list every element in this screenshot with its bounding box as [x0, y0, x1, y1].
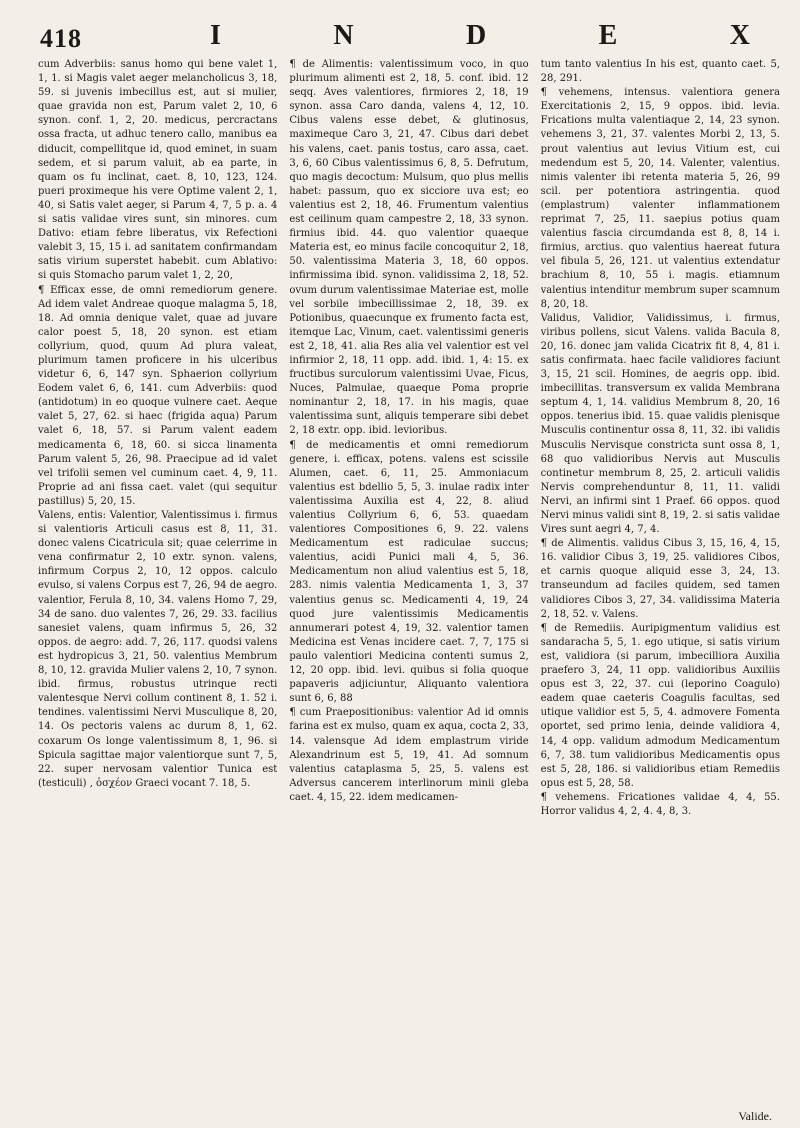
running-head: [210, 20, 750, 52]
page-header: [30, 18, 770, 54]
index-column-right: [541, 58, 780, 1114]
index-column-left: [38, 58, 277, 1114]
index-entry: Validus, Validior, Validissimus, i. firmus, viribus pollens, sicut Valens. valida Bacula 8, 20, 16. donec jam valida Cicatrix fit 8, 4, 81 i. satis confirmata. haec facile validiores faciunt 3, 15, 21 scil. Homines, de aegris opp. ibid. imbecillitas. transversum ex valida Membrana septum 4, 1, 14. validius Membrum 8, 20, 16 oppos. tenerius ibid. 15. quae validis plenisque Musculis continentur ossa 8, 11, 32. ibi validis Musculis Nervisque constricta sunt ossa 8, 1, 68 quo validioribus Nervis aut Musculis continetur membrum 8, 25, 2. articuli validis Nervis comprehenduntur 8, 11, 11. validi Nervi, an infirmi sint 1 Praef. 66 oppos. quod Nervi minus validi sint 8, 19, 2. si satis validae Vires sunt aegri 4, 7, 4.: [540, 312, 780, 536]
running-head-letter: I: [210, 20, 221, 51]
index-entry: ¶ de Alimentis: valentissimum voco, in quo plurimum alimenti est 2, 18, 5. conf. ibid. 12 seqq. Aves valentiores, firmiores 2, 18, 19 synon. assa Caro danda, valens 4, 12, 10. Cibus valens esse debet, & glutinosus, maximeque Caro 3, 21, 47. Cibus dari debet his valens, caet. panis tostus, caro assa, caet. 3, 6, 60 Cibus valentissimus 6, 8, 5. Defrutum, quo magis decoctum: Mulsum, quo plus mellis habet: passum, quo ex sicciore uva est; eo valentius est 2, 18, 46. Frumentum valentius est ceilinum quam campestre 2, 18, 33 synon. firmius ibid. 44. quo valentior quaeque Materia est, eo minus facile concoquitur 2, 18, 50. valentissima Materia 3, 18, 60 oppos. infirmissima ibid. synon. validissima 2, 18, 52. ovum durum valentissimae Materiae est, molle vel sorbile imbecillissimae 2, 18, 39. ex Potionibus, quaecunque ex frumento facta est, itemque Lac, Vinum, caet. valentissimi generis est 2, 18, 41. alia Res alia vel valentior est vel infirmior 2, 18, 11 opp. add. ibid. 1, 4: 15. ex fructibus surculorum valentissimi Uvae, Ficus, Nuces, Palmulae, quaeque Poma proprie nominantur 2, 18, 17. in his magis, quae valentissima sunt, aliquis temperare sibi debet 2, 18 extr. opp. ibid. levioribus.: [289, 59, 529, 437]
index-entry: ¶ cum Praepositionibus: valentior Ad id omnis farina est ex mulso, quam ex aqua, cocta 2, 33, 14. valensque Ad idem emplastrum viride Alexandrinum est 5, 19, 41. Ad somnum valentius cataplasma 5, 25, 5. valens est Adversus cancerem interlinorum minii gleba caet. 4, 15, 22. idem medicamen-: [289, 707, 529, 803]
index-entry: cum Adverbiis: sanus homo qui bene valet 1, 1, 1. si Magis valet aeger melancholicus 3, 18, 59. si juvenis imbecillus est, aut si mulier, quae gravida non est, Parum valet 2, 10, 6 synon. conf. 1, 2, 20. medicus, percractans ossa fracta, ut adhuc tenero callo, manibus ea diducit, compellitque id, quod eminet, in suam sedem, et si parum valuit, ab ea parte, in quam os fu inclinat, caet. 8, 10, 123, 124. pueri proximeque his vere Optime valent 2, 1, 40, si Satis valet aeger, si Parum 4, 7, 5 p. a. 4 si satis validae vires sunt, sin minores. cum Dativo: etiam febre liberatus, vix Refectioni valebit 3, 15, 15 i. ad sanitatem confirmandam satis virium superstet habebit. cum Ablativo: si quis Stomacho parum valet 1, 2, 20,: [38, 59, 278, 282]
running-head-letter: E: [598, 20, 618, 51]
running-head-letter: D: [465, 20, 487, 51]
index-entry: ¶ vehemens. Fricationes validae 4, 4, 55. Horror validus 4, 2, 4. 4, 8, 3.: [540, 791, 780, 817]
index-entry: Valens, entis: Valentior, Valentissimus i. firmus si valentioris Articuli casus est 8, 11, 31. donec valens Cicatricula sit; quae celerrime in vena confirmatur 2, 10 extr. synon. valens, infirmum Corpus 2, 10, 12 oppos. calculo evulso, si valens Corpus est 7, 26, 94 de aegro. valentior, Ferula 8, 10, 34. valens Homo 7, 29, 34 de sano. duo valentes 7, 26, 29. 33. facilius sanesiet valens, quam infirmus 5, 26, 32 oppos. de aegro: add. 7, 26, 117. quodsi valens est hydropicus 3, 21, 50. valentius Membrum 8, 10, 12. gravida Mulier valens 2, 10, 7 synon. ibid. firmus, robustus utrinque recti valentesque Nervi collum continent 8, 1. 52 i. tendines. valentissimi Nervi Musculique 8, 20, 14. Os pectoris valens ac durum 8, 1, 62. coxarum Os longe valentissimum 8, 1, 96. si Spicula sagittae major valentiorque sunt 7, 5, 22. super nervosam valentior Tunica est (testiculi) , ὀσχέον Graeci vocant 7. 18, 5.: [38, 510, 278, 789]
running-head-letter: X: [729, 20, 750, 51]
index-entry: ¶ vehemens, intensus. valentiora genera Exercitationis 2, 15, 9 oppos. ibid. levia. Frications multa valentiaque 2, 14, 23 synon. vehemens 3, 21, 37. valentes Morbi 2, 13, 5. prout valentius aut levius Vitium est, cui medendum est 5, 20, 14. Valenter, valentius. nimis valenter ibi retenta materia 5, 26, 99 scil. per potentiora astringentia. quod (emplastrum) valenter inflammationem reprimat 7, 25, 11. saepius potius quam valentius fascia circumdanda est 8, 8, 14 i. firmius, arctius. quo valentius haereat futura vel fibula 5, 26, 121. ut valentius extendatur brachium 8, 10, 55 i. magis. etiamnum valentius intenditur membrum super scamnum 8, 20, 18.: [540, 87, 780, 310]
page-number: 418: [40, 24, 82, 53]
index-columns: [38, 58, 780, 1114]
index-entry: tum tanto valentius In his est, quanto caet. 5, 28, 291.: [540, 59, 780, 85]
catchword: Valide.: [738, 1109, 772, 1123]
index-column-middle: [289, 58, 528, 1114]
running-head-letter: N: [333, 20, 354, 51]
index-entry: ¶ Efficax esse, de omni remediorum genere. Ad idem valet Andreae quoque malagma 5, 18, 18. Ad omnia denique valet, quae ad juvare calor poest 5, 18, 20 synon. est etiam collyrium, quod, quum Ad plura valeat, plurimum tamen proficere in his ulceribus videtur 6, 6, 147 syn. Sphaerion collyrium Eodem valet 6, 6, 141. cum Adverbiis: quod (antidotum) in eo quoque vulnere caet. Aeque valet 5, 27, 62. si haec (frigida aqua) Parum valet 6, 18, 57. si Parum valent eadem medicamenta 6, 18, 60. si sicca linamenta Parum valent 5, 26, 98. Praecipue ad id valet vel trifolii semen vel cuminum caet. 4, 9, 11. Proprie ad ani fissa caet. valet (qui sequitur pastillus) 5, 20, 15.: [38, 284, 278, 507]
index-entry: ¶ de medicamentis et omni remediorum genere, i. efficax, potens. valens est scissile Alumen, caet. 6, 11, 25. Ammoniacum valentius est bdellio 5, 5, 3. inulae radix inter valentissima Auxilia est 4, 22, 8. aliud valentius Collyrium 6, 6, 53. quaedam valentiores Compositiones 6, 9. 22. valens Medicamentum est radiculae succus; valentius, acidi Punici mali 4, 5, 36. Medicamentum non aliud valentius est 5, 18, 283. nimis valentia Medicamenta 1, 3, 37 valentius genus sc. Medicamenti 4, 19, 24 quod jure valentissimis Medicamentis annumerari potest 4, 19, 32. valentior tamen Medicina est Venas incidere caet. 7, 7, 175 si paulo valentiori Medicina contenti sumus 2, 12, 20 opp. ibid. levi. quibus si folia quoque papaveris adjiciuntur, Aliquanto valentiora sunt 6, 6, 88: [289, 439, 529, 705]
index-entry: ¶ de Alimentis. validus Cibus 3, 15, 16, 4, 15, 16. validior Cibus 3, 19, 25. validiores Cibos, et carnis quoque aliquid esse 3, 24, 13. transeundum ad faciles quidem, sed tamen validiores Cibos 3, 27, 34. validissima Materia 2, 18, 52. v. Valens.: [540, 538, 780, 620]
index-entry: ¶ de Remediis. Auripigmentum validius est sandaracha 5, 5, 1. ego utique, si satis virium est, validiora (si parum, imbecilliora Auxilia praefero 3, 24, 11 opp. validioribus Auxiliis opus est 3, 22, 37. cui (leporino Coagulo) eadem quae caeteris Coagulis facultas, sed utique validior est 5, 5, 4. admovere Fomenta oportet, sed primo lenia, deinde validiora 4, 14, 4 opp. validum admodum Medicamentum 6, 7, 38. tum validioribus Medicamentis opus est 5, 28, 186. si validioribus etiam Remediis opus est 5, 28, 58.: [540, 622, 780, 789]
